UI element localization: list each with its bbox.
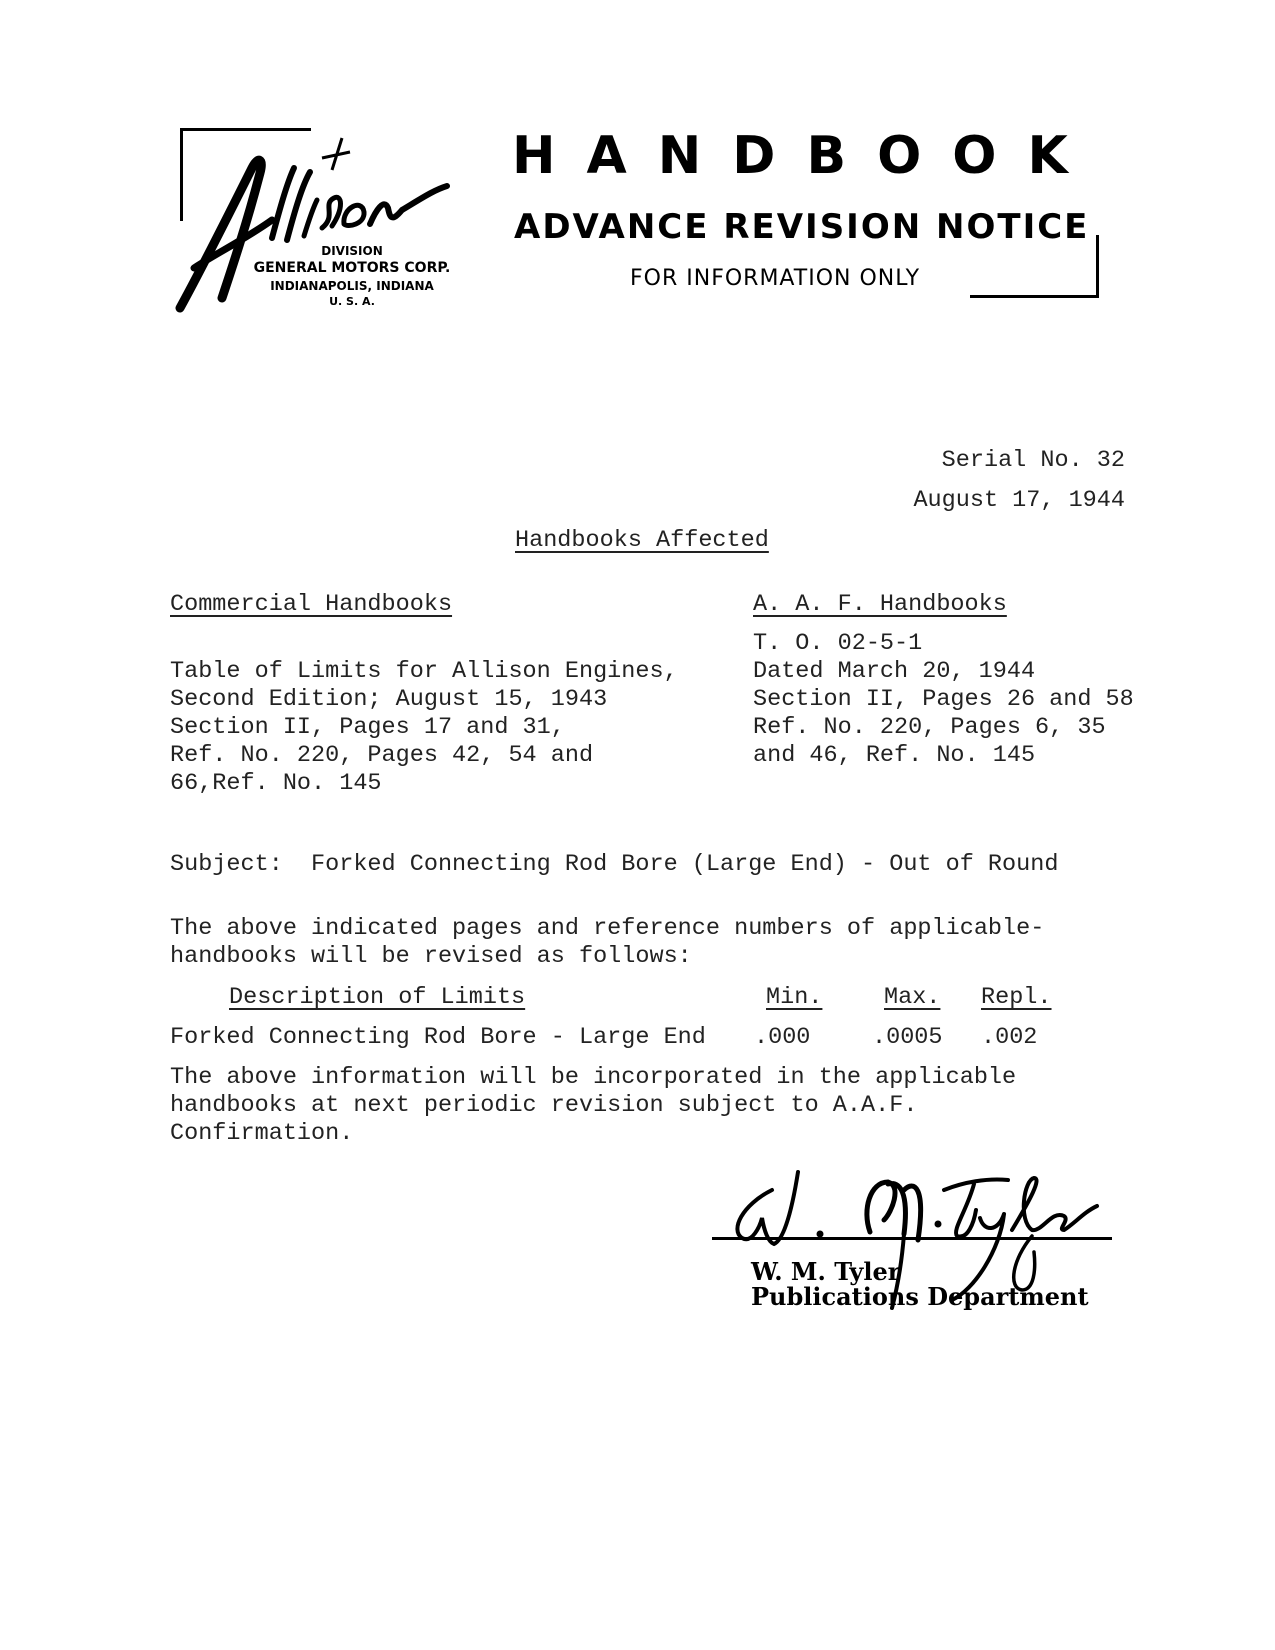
closing-line: handbooks at next periodic revision subject to A.A.F. (170, 1092, 918, 1119)
handbook-title: HANDBOOK (512, 126, 1099, 186)
aaf-line: Section II, Pages 26 and 58 (753, 686, 1134, 713)
table-header-max: Max. (884, 984, 941, 1011)
aaf-handbooks-list (753, 630, 1134, 770)
logo-city: INDIANAPOLIS, INDIANA (270, 279, 434, 293)
closing-line: The above information will be incorporated in the applicable (170, 1064, 1017, 1091)
commercial-line: Ref. No. 220, Pages 42, 54 and (170, 742, 594, 769)
logo-company: GENERAL MOTORS CORP. (253, 260, 451, 276)
signatory-name: W. M. Tyler (751, 1257, 901, 1286)
signatory-department: Publications Department (751, 1282, 1089, 1311)
signature-line (712, 1237, 1112, 1240)
aaf-line: Ref. No. 220, Pages 6, 35 (753, 714, 1106, 741)
for-information-only-label: FOR INFORMATION ONLY (630, 266, 921, 291)
logo-division: DIVISION (321, 244, 383, 258)
intro-line: The above indicated pages and reference numbers of applicable- (170, 915, 1045, 942)
commercial-line: Section II, Pages 17 and 31, (170, 714, 565, 741)
table-cell-min: .000 (754, 1024, 811, 1051)
commercial-line: Second Edition; August 15, 1943 (170, 686, 608, 713)
table-header-description: Description of Limits (229, 984, 526, 1011)
commercial-line: 66,Ref. No. 145 (170, 770, 382, 797)
aaf-line: Dated March 20, 1944 (753, 658, 1036, 685)
table-cell-repl: .002 (981, 1024, 1038, 1051)
closing-line: Confirmation. (170, 1120, 354, 1147)
serial-number: Serial No. 32 (941, 447, 1125, 474)
bracket-corner (970, 235, 1099, 298)
intro-paragraph (170, 915, 1044, 971)
notice-date: August 17, 1944 (913, 487, 1125, 514)
advance-revision-notice-title: ADVANCE REVISION NOTICE (514, 207, 1090, 247)
subject-line: Subject: Forked Connecting Rod Bore (Large End) - Out of Round (170, 851, 1059, 878)
table-cell-max: .0005 (872, 1024, 943, 1051)
table-header-repl: Repl. (981, 984, 1052, 1011)
aaf-handbooks-heading: A. A. F. Handbooks (753, 591, 1007, 618)
commercial-handbooks-heading: Commercial Handbooks (170, 591, 453, 618)
table-header-min: Min. (766, 984, 823, 1011)
logo-country: U. S. A. (329, 295, 375, 308)
commercial-line: Table of Limits for Allison Engines, (170, 658, 678, 685)
handbooks-affected-heading: Handbooks Affected (515, 527, 769, 554)
table-cell-description: Forked Connecting Rod Bore - Large End (170, 1024, 706, 1051)
commercial-handbooks-list (170, 658, 678, 798)
aaf-line: and 46, Ref. No. 145 (753, 742, 1036, 769)
intro-line: handbooks will be revised as follows: (170, 943, 692, 970)
closing-paragraph (170, 1064, 1016, 1148)
aaf-line: T. O. 02-5-1 (753, 630, 923, 657)
